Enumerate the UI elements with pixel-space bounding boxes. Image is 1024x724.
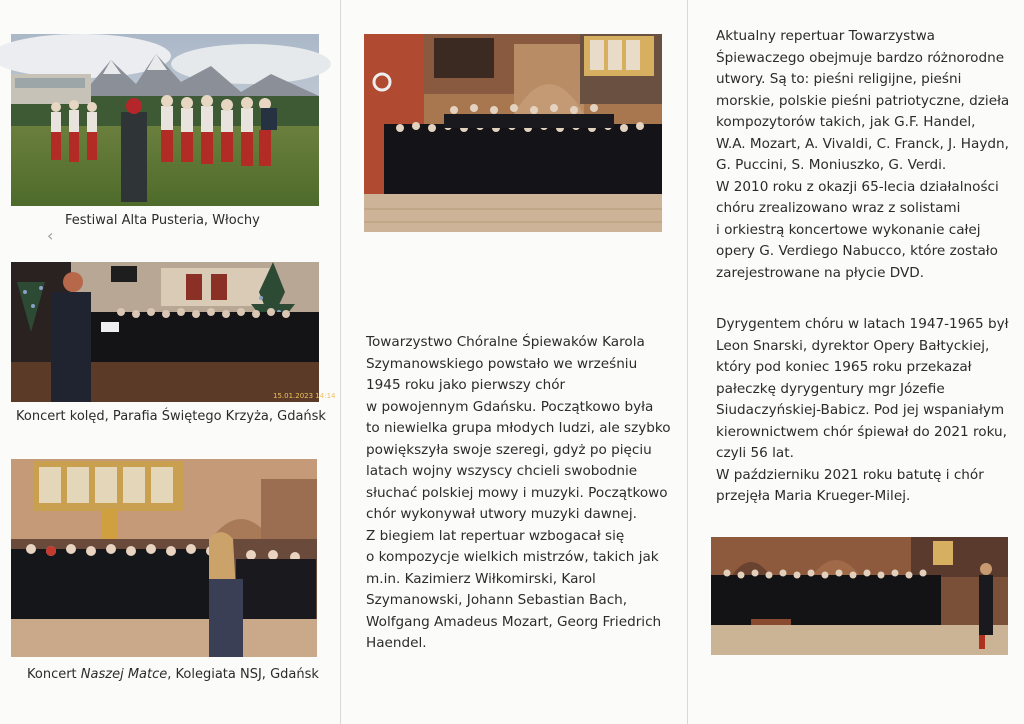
conductors-line: kierownictwem chór śpiewał do 2021 roku,	[716, 423, 1007, 440]
conductors-line: Siudaczyńskiej-Babicz. Pod jej wspaniałym	[716, 402, 1005, 418]
repertoire-line: W 2010 roku z okazji 65-lecia działalności	[716, 178, 999, 195]
photo-naszej-matce-image	[11, 459, 317, 657]
fold-line-right	[687, 0, 688, 724]
history-line: słuchać polskiej mowy i muzyki. Początkowo	[366, 484, 668, 501]
repertoire-line: i orkiestrą koncertowe wykonanie całej	[716, 221, 981, 238]
handwritten-mark: ‹	[47, 226, 54, 245]
history-line: Szymanowskiego powstało we wrześniu	[366, 355, 638, 372]
history-line: Z biegiem lat repertuar wzbogacał się	[366, 527, 625, 544]
photo-date-stamp: 15.01.2023 14:14	[273, 392, 336, 400]
photo-choir-conductor	[711, 537, 1008, 655]
repertoire-line: kompozytorów takich, jak G.F. Handel,	[716, 114, 976, 130]
caption-naszej-matce-prefix: Koncert	[27, 667, 81, 682]
history-line: Towarzystwo Chóralne Śpiewaków Karola	[366, 334, 645, 350]
conductors-line: pałeczkę dyrygentury mgr Józefie	[716, 380, 945, 397]
repertoire-line: morskie, polskie pieśni patriotyczne, dzieła	[716, 92, 1010, 109]
photo-choir-church-image	[364, 34, 662, 232]
repertoire-line: opery G. Verdiego Nabucco, które zostało	[716, 243, 998, 259]
history-text-block	[366, 332, 671, 655]
photo-festival-alta-pusteria	[11, 34, 319, 206]
conductors-line: czyli 56 lat.	[716, 445, 794, 461]
repertoire-line: chóru zrealizowano wraz z solistami	[716, 200, 961, 216]
photo-choir-church-nave	[364, 34, 662, 232]
photo-koncert-koled	[11, 262, 336, 402]
photo-choir-conductor-image	[711, 537, 1008, 655]
history-line: latach wojny wszyscy chcieli swobodnie	[366, 463, 638, 479]
caption-naszej-matce-title: Naszej Matce	[80, 667, 168, 682]
repertoire-line: G. Puccini, S. Moniuszko, G. Verdi.	[716, 157, 947, 173]
conductors-line: który pod koniec 1965 roku przekazał	[716, 359, 972, 375]
history-line: Wolfgang Amadeus Mozart, Georg Friedrich	[366, 613, 662, 630]
history-line: powiększyła swoje szeregi, gdyż po pięciu	[366, 441, 652, 458]
caption-festival: Festiwal Alta Pusteria, Włochy	[65, 213, 260, 228]
conductors-line: Leon Snarski, dyrektor Opery Bałtyckiej,	[716, 337, 990, 354]
caption-koncert-naszej-matce	[27, 666, 319, 684]
repertoire-line: Aktualny repertuar Towarzystwa	[716, 28, 936, 44]
caption-naszej-matce-suffix: , Kolegiata NSJ, Gdańsk	[167, 667, 319, 682]
repertoire-line: Śpiewaczego obejmuje bardzo różnorodne	[716, 49, 1005, 66]
fold-line-left	[340, 0, 341, 724]
conductors-line: przejęła Maria Krueger-Milej.	[716, 488, 911, 504]
photo-koncert-naszej-matce	[11, 459, 317, 657]
repertoire-text-block	[716, 26, 1009, 284]
history-line: o kompozycje wielkich mistrzów, takich jak	[366, 549, 659, 565]
photo-festival-image	[11, 34, 319, 206]
conductors-line: Dyrygentem chóru w latach 1947-1965 był	[716, 316, 1009, 332]
conductors-line: W październiku 2021 roku batutę i chór	[716, 466, 984, 483]
repertoire-line: utwory. Są to: pieśni religijne, pieśni	[716, 71, 962, 87]
history-line: chór wykonywał utwory muzyki dawnej.	[366, 506, 637, 522]
repertoire-line: zarejestrowane na płycie DVD.	[716, 264, 925, 281]
history-line: 1945 roku jako pierwszy chór	[366, 377, 566, 393]
history-line: Szymanowski, Johann Sebastian Bach,	[366, 592, 628, 608]
photo-koncert-koled-image	[11, 262, 336, 402]
history-line: m.in. Kazimierz Wiłkomirski, Karol	[366, 570, 596, 587]
history-line: Haendel.	[366, 635, 427, 651]
conductors-text-block	[716, 314, 1009, 508]
history-line: w powojennym Gdańsku. Początkowo była	[366, 398, 654, 415]
caption-koncert-koled: Koncert kolęd, Parafia Świętego Krzyża, Gdańsk	[16, 409, 326, 424]
history-line: to niewielka grupa młodych ludzi, ale szybko	[366, 420, 671, 436]
repertoire-line: W.A. Mozart, A. Vivaldi, C. Franck, J. Haydn,	[716, 135, 1009, 152]
